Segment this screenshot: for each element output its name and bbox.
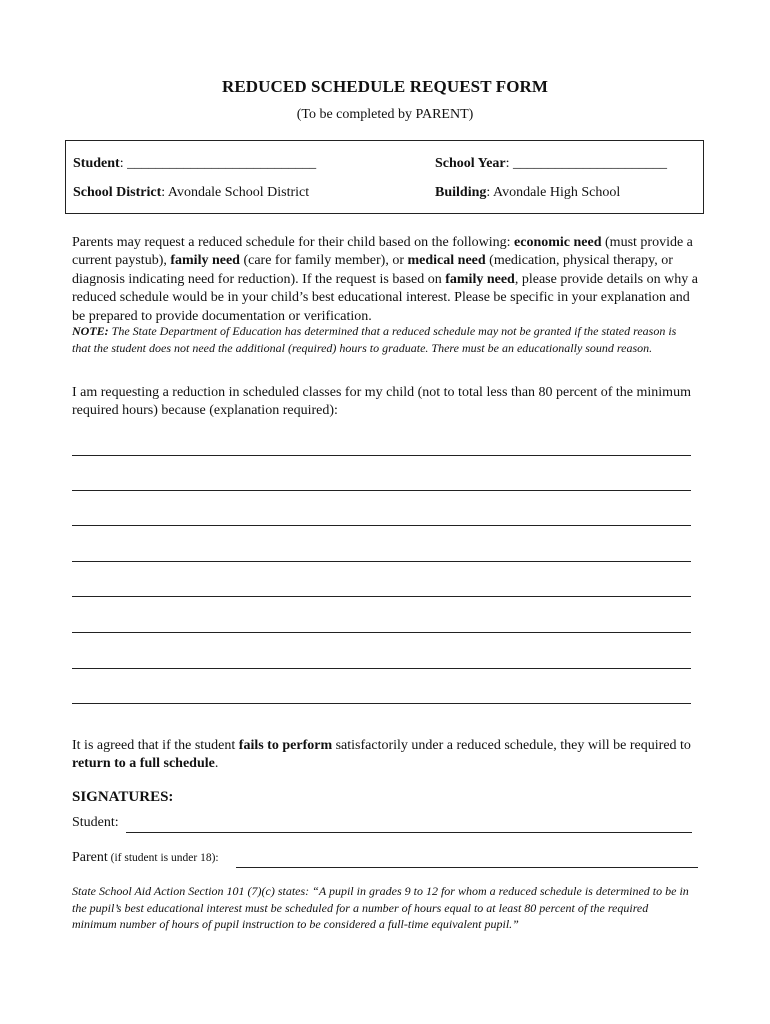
form-title: REDUCED SCHEDULE REQUEST FORM [221, 77, 549, 96]
student-info-box [65, 140, 704, 214]
school-year-blank[interactable]: : ______________________ [505, 156, 668, 171]
intro-text-5: , please provide details on why a reduced schedule would be in your child’s best educational interest. Please be specific in your explanation and be prepared to provide documentation or verification. [72, 271, 698, 324]
intro-paragraph [72, 234, 702, 326]
intro-text-1: Parents may request a reduced schedule for their child based on the following: [72, 235, 515, 250]
parent-note: (if student is under 18): [107, 852, 219, 864]
agreement-text-3: . [214, 756, 219, 772]
student-signature-label: Student: [72, 815, 119, 830]
intro-text-3: (care for family member), or [239, 253, 408, 269]
school-district-value: : Avondale School District [161, 185, 310, 200]
explanation-line[interactable] [72, 490, 691, 491]
agreement-fails-to-perform: fails to perform [238, 738, 333, 753]
explanation-line[interactable] [72, 525, 691, 526]
intro-text-2: (must provide a current paystub), [72, 235, 693, 269]
note-paragraph [72, 323, 697, 356]
building-field [435, 185, 620, 201]
explanation-line[interactable] [72, 455, 691, 456]
intro-economic-need: economic need [514, 235, 602, 250]
intro-family-need: family need [170, 253, 240, 269]
request-paragraph: I am requesting a reduction in scheduled classes for my child (not to total less than 80 percent of the minimum required hours) because (explanation required): [72, 385, 691, 419]
intro-medical-need: medical need [407, 253, 486, 269]
building-value: : Avondale High School [486, 185, 621, 200]
student-blank[interactable]: : ___________________________ [119, 156, 317, 171]
agreement-return-full-schedule: return to a full schedule [72, 756, 215, 772]
note-label: NOTE: [72, 324, 109, 338]
agreement-text-2: satisfactorily under a reduced schedule, they will be required to [332, 738, 691, 753]
explanation-line[interactable] [72, 561, 691, 562]
signatures-heading: SIGNATURES: [72, 789, 174, 805]
school-district-label: School District [73, 185, 162, 200]
building-label: Building [435, 185, 487, 200]
student-label: Student [73, 156, 120, 171]
intro-text-4: (medication, physical therapy, or diagnosis indicating need for reduction). If the request is based on [72, 253, 673, 287]
agreement-text-1: It is agreed that if the student [72, 738, 239, 753]
student-field[interactable] [73, 156, 316, 172]
intro-family-need-2: family need [445, 271, 515, 287]
student-signature-line[interactable] [126, 832, 692, 833]
note-text: The State Department of Education has determined that a reduced schedule may not be granted if the stated reason is that the student does not need the additional (required) hours to graduate. There must be an educationally sound reason. [72, 324, 677, 355]
parent-signature-line[interactable] [236, 867, 698, 868]
explanation-line[interactable] [72, 703, 691, 704]
statute-quote: State School Aid Action Section 101 (7)(c) states: “A pupil in grades 9 to 12 for whom a reduced schedule is determined to be in the pupil’s best educational interest must be scheduled for a number of hours equal to at least 80 percent of the required minimum number of hours of pupil instruction to be considered a full-time equivalent pupil.” [72, 884, 689, 932]
parent-signature-label [72, 850, 219, 866]
school-district-field [73, 185, 309, 201]
explanation-line[interactable] [72, 668, 691, 669]
school-year-label: School Year [435, 156, 506, 171]
form-subtitle: (To be completed by PARENT) [296, 107, 474, 122]
explanation-line[interactable] [72, 632, 691, 633]
parent-label: Parent [72, 850, 108, 865]
agreement-paragraph [72, 737, 702, 774]
school-year-field[interactable] [435, 156, 667, 172]
explanation-line[interactable] [72, 596, 691, 597]
